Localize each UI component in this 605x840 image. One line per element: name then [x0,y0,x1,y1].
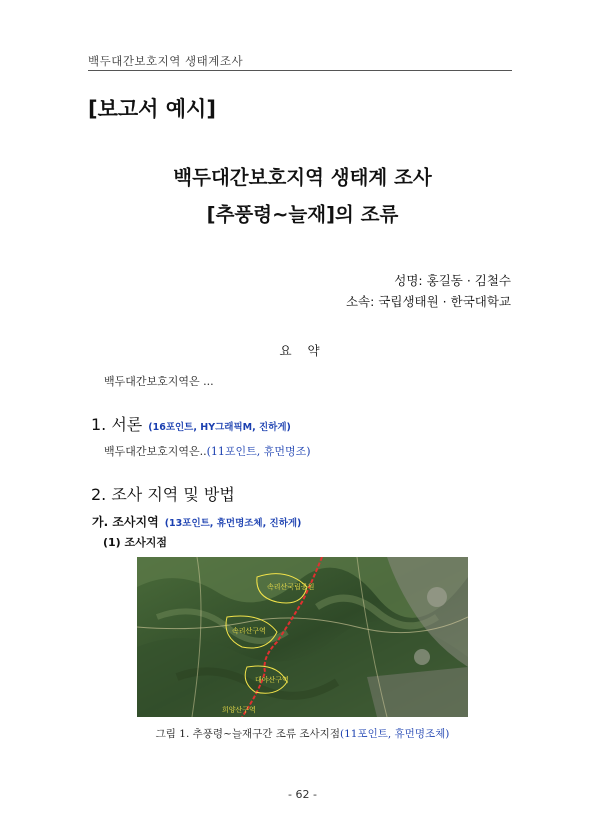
map-label-4: 희양산구역 [222,706,256,714]
survey-map-image [137,557,468,717]
map-label-3: 대야산구역 [255,676,289,684]
subsection-format-note: (13포인트, 휴먼명조체, 진하게) [164,518,302,529]
figure-caption-format-note: (11포인트, 휴먼명조체) [339,728,450,740]
header-rule [88,70,512,71]
section1-body-text: 백두대간보호지역은.. [104,445,207,458]
figure-caption [0,726,605,741]
report-label: [보고서 예시] [88,97,216,121]
subsubsection-heading: (1) 조사지점 [103,536,168,549]
section1-body-format-note: (11포인트, 휴먼명조) [206,445,311,458]
map-label-2: 속리산구역 [232,627,266,635]
abstract-body: 백두대간보호지역은 ... [104,375,214,388]
satellite-map [137,557,468,717]
section1-format-note: (16포인트, HY그래픽M, 진하게) [148,422,291,433]
section1-heading-text: 1. 서론 [91,415,143,434]
section1-body [104,443,311,459]
document-title-line2: [추풍령~늘재]의 조류 [206,203,399,226]
author-affiliations: 소속: 국립생태원 · 한국대학교 [345,294,511,309]
section1-heading [91,412,291,435]
section2-heading: 2. 조사 지역 및 방법 [91,485,235,504]
subsection-heading-text: 가. 조사지역 [92,515,159,529]
map-label-1: 속리산국립공원 [267,583,315,591]
document-title-line1: 백두대간보호지역 생태계 조사 [173,166,432,189]
page-number: - 62 - [288,788,317,801]
abstract-title: 요 약 [279,343,326,358]
subsection-heading [92,513,301,530]
figure-caption-text: 그림 1. 추풍령~늘재구간 조류 조사지점 [155,728,340,740]
running-header: 백두대간보호지역 생태계조사 [88,54,244,68]
author-names: 성명: 홍길동 · 김철수 [394,273,511,288]
